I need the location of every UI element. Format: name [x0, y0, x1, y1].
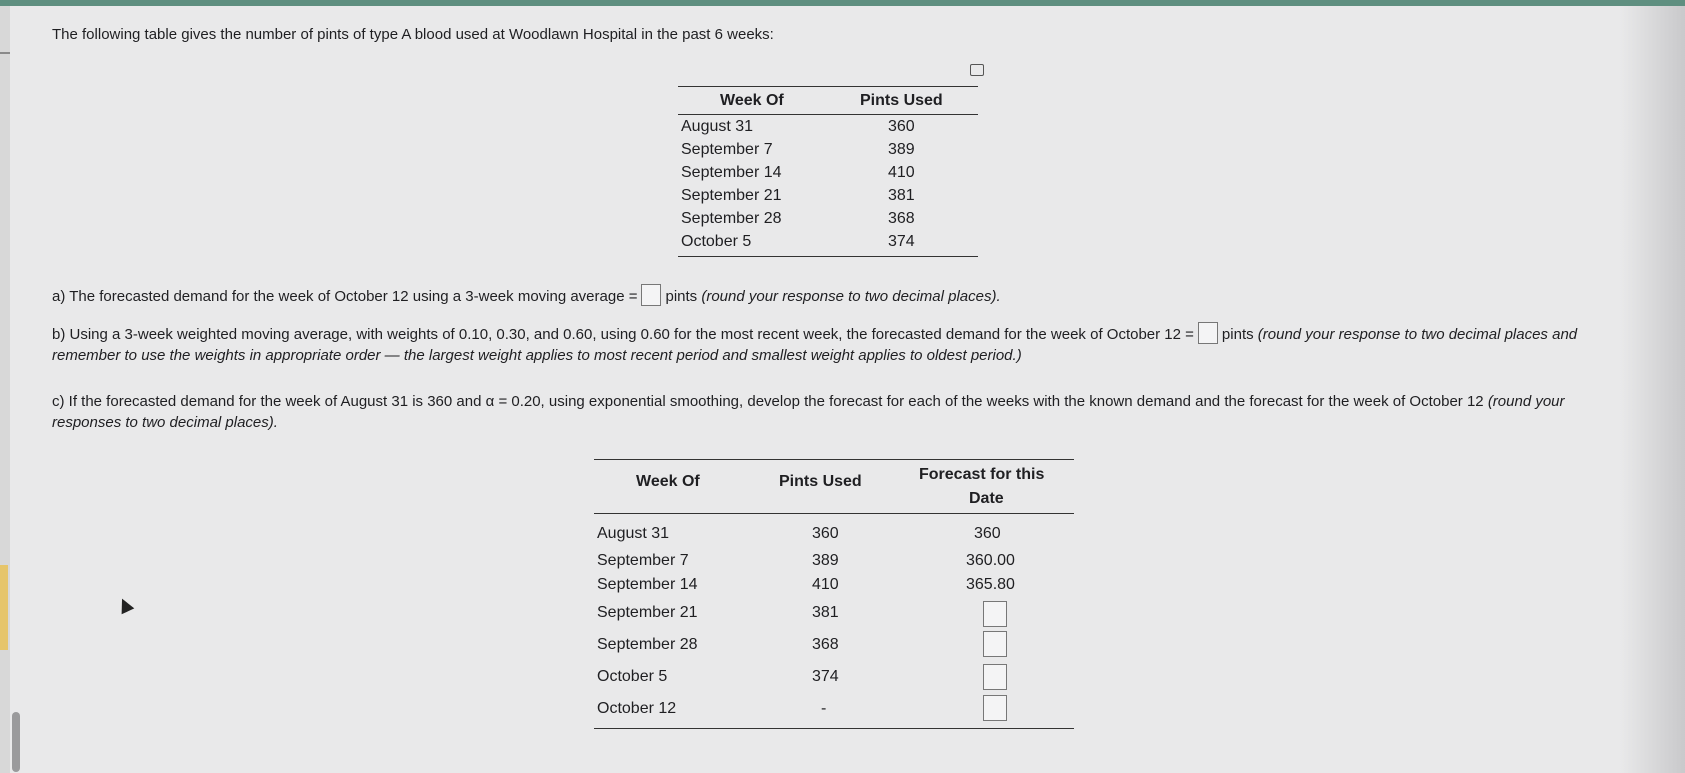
table-row	[678, 141, 978, 165]
week-cell: September 28	[597, 636, 698, 653]
table-row	[678, 118, 978, 142]
table-row	[594, 700, 1074, 726]
week-cell: September 14	[681, 164, 782, 181]
forecast-table-bottom-rule	[594, 728, 1074, 729]
mouse-cursor-icon	[116, 596, 135, 615]
week-cell: September 28	[681, 210, 782, 227]
top-accent-bar	[0, 0, 1685, 6]
forecast-input[interactable]	[983, 631, 1007, 657]
forecast-table-top-rule	[594, 459, 1074, 460]
answer-b-input[interactable]	[1198, 322, 1218, 344]
table-bottom-rule	[678, 256, 978, 257]
question-b-unit: pints	[1221, 326, 1254, 343]
table-row	[594, 668, 1074, 694]
week-cell: September 21	[681, 187, 782, 204]
left-gutter-mark	[0, 52, 10, 54]
intro-text: The following table gives the number of pints of type A blood used at Woodlawn Hospital in the past 6 weeks:	[52, 26, 774, 43]
copy-table-icon[interactable]	[970, 64, 984, 76]
question-c-text: c) If the forecasted demand for the week of August 31 is 360 and α = 0.20, using exponential smoothing, develop the forecast for each of the weeks with the known demand and the forecast for the week of October 12	[52, 393, 1484, 410]
pints-cell: 368	[812, 636, 839, 653]
question-a-text: a) The forecasted demand for the week of October 12 using a 3-week moving average =	[52, 288, 638, 305]
question-c	[52, 391, 1602, 433]
forecast-cell: 360.00	[966, 552, 1015, 569]
right-edge-shadow	[1620, 6, 1685, 773]
question-a	[52, 284, 1001, 306]
header-week-of: Week Of	[636, 473, 700, 490]
pints-cell: 410	[888, 164, 915, 181]
pints-cell: 374	[812, 668, 839, 685]
forecast-cell: 360	[974, 525, 1001, 542]
header-week-of: Week Of	[720, 92, 784, 109]
question-b	[52, 322, 1602, 366]
week-cell: October 12	[597, 700, 677, 717]
table-row	[594, 525, 1074, 551]
answer-a-input[interactable]	[641, 284, 661, 306]
pints-cell: 360	[812, 525, 839, 542]
header-pints-used: Pints Used	[860, 92, 943, 109]
table-row	[594, 604, 1074, 630]
side-tab[interactable]	[0, 565, 8, 650]
header-forecast-date: Date	[969, 490, 1004, 507]
pints-cell: 389	[888, 141, 915, 158]
week-cell: September 14	[597, 576, 698, 593]
pints-cell: 410	[812, 576, 839, 593]
week-cell: August 31	[597, 525, 670, 542]
pints-cell: 381	[812, 604, 839, 621]
left-gutter	[0, 6, 10, 773]
table-row	[678, 233, 978, 257]
forecast-cell: 365.80	[966, 576, 1015, 593]
table-header-row	[678, 90, 978, 115]
question-a-unit: pints	[665, 288, 698, 305]
question-a-note: (round your response to two decimal places).	[701, 288, 1001, 305]
pints-cell: 389	[812, 552, 839, 569]
question-c-note: (round your responses to two decimal places).	[52, 393, 1565, 431]
week-cell: September 21	[597, 604, 698, 621]
week-cell: September 7	[681, 141, 773, 158]
pints-cell: 368	[888, 210, 915, 227]
table-row	[678, 210, 978, 234]
table-row	[678, 187, 978, 211]
table-row	[594, 576, 1074, 602]
pints-cell: 360	[888, 118, 915, 135]
scrollbar-thumb[interactable]	[12, 712, 20, 772]
table-top-rule	[678, 86, 978, 87]
week-cell: October 5	[597, 668, 668, 685]
forecast-input[interactable]	[983, 664, 1007, 690]
pints-cell: 374	[888, 233, 915, 250]
table-row	[594, 636, 1074, 662]
question-b-text: b) Using a 3-week weighted moving average, with weights of 0.10, 0.30, and 0.60, using 0.60 for the most recent week, the forecasted demand for the week of October 12 =	[52, 326, 1194, 343]
header-pints-used: Pints Used	[779, 473, 862, 490]
pints-cell: 381	[888, 187, 915, 204]
forecast-input[interactable]	[983, 695, 1007, 721]
table-row	[678, 164, 978, 188]
pints-cell: -	[821, 700, 827, 717]
forecast-input[interactable]	[983, 601, 1007, 627]
question-b-note: (round your response to two decimal places and remember to use the weights in appropriate order — the largest weight applies to most recent period and smallest weight applies to oldest period.)	[52, 326, 1578, 364]
week-cell: October 5	[681, 233, 752, 250]
week-cell: September 7	[597, 552, 689, 569]
table-row	[594, 552, 1074, 578]
week-cell: August 31	[681, 118, 754, 135]
header-forecast: Forecast for this	[919, 466, 1045, 483]
forecast-table-header-rule	[594, 513, 1074, 514]
